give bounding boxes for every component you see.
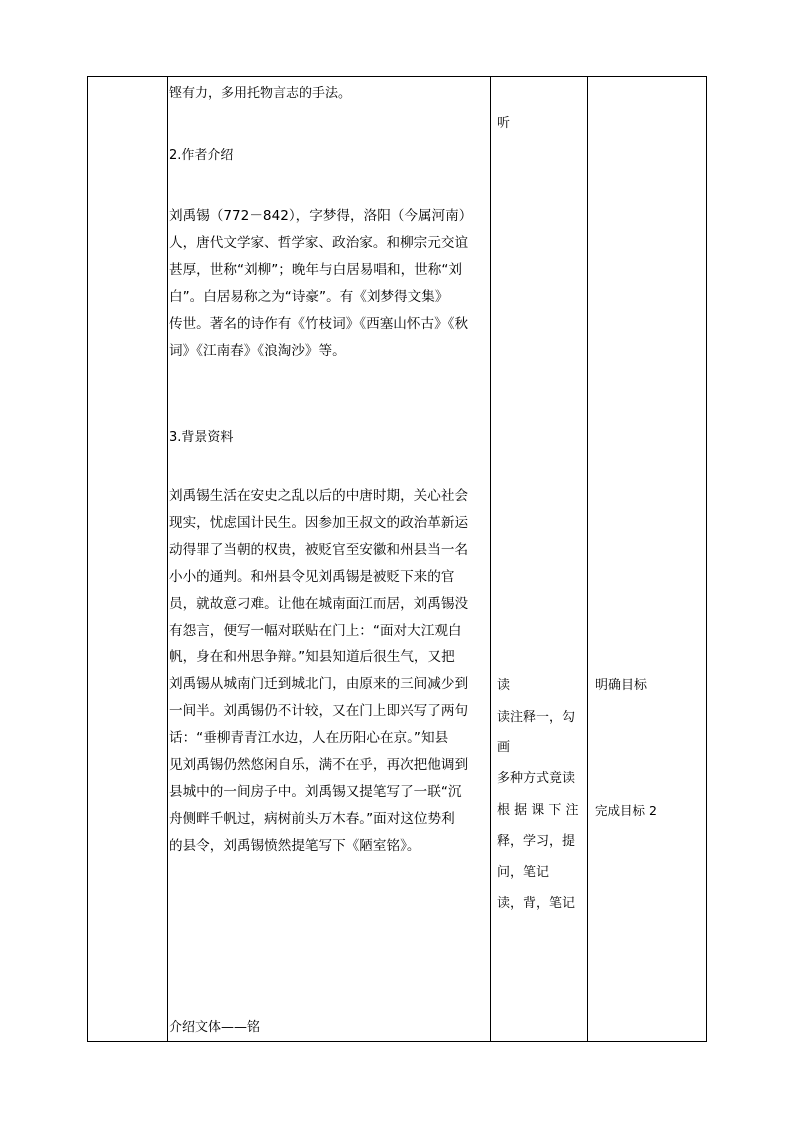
- author-line: 词》《江南春》《浪淘沙》等。: [169, 342, 346, 359]
- activity-item: 画: [497, 740, 511, 755]
- activity-item: 多种方式竟读: [497, 771, 576, 786]
- goal-clear: 明确目标: [595, 678, 648, 693]
- background-line: 小小的通判。和州县令见刘禹锡是被贬下来的官: [169, 568, 455, 585]
- column-divider: [167, 77, 168, 1041]
- column-divider: [587, 77, 588, 1041]
- content-line-top: 铿有力，多用托物言志的手法。: [169, 86, 352, 101]
- activity-item: 读，背，笔记: [497, 896, 576, 911]
- author-line: 白”。白居易称之为“诗豪”。有《刘梦得文集》: [169, 288, 449, 305]
- background-paragraph: [169, 483, 489, 860]
- background-line: 刘禹锡从城南门迁到城北门，由原来的三间减少到: [169, 676, 469, 693]
- lesson-plan-table: [87, 76, 707, 1042]
- background-line: 的县令，刘禹锡愤然提笔写下《陋室铭》。: [169, 837, 421, 854]
- background-line: 见刘禹锡仍然悠闲自乐，满不在乎，再次把他调到: [169, 757, 469, 774]
- background-line: 帆，身在和州思争辩。”知县知道后很生气，又把: [169, 649, 455, 666]
- goal-complete: 完成目标 2: [595, 803, 657, 818]
- background-line: 动得罪了当朝的权贵，被贬官至安徽和州县当一名: [169, 541, 469, 558]
- background-line: 舟侧畔千帆过，病树前头万木春。”面对这位势利: [169, 810, 455, 827]
- activity-item: 读: [497, 678, 511, 693]
- activity-item: 释，学习，提: [497, 834, 576, 849]
- author-paragraph: [169, 203, 489, 364]
- background-line: 有怨言，便写一幅对联贴在门上：“面对大江观白: [169, 622, 462, 639]
- column-divider: [490, 77, 491, 1041]
- background-line: 刘禹锡生活在安史之乱以后的中唐时期，关心社会: [169, 488, 469, 504]
- activity-listen: 听: [497, 116, 511, 131]
- background-line: 县城中的一间房子中。刘禹锡又提笔写了一联“沉: [169, 783, 462, 800]
- author-line: 甚厚，世称“刘柳”；晚年与白居易唱和，世称“刘: [169, 261, 463, 278]
- background-line: 一间半。刘禹锡仍不计较，又在门上即兴写了两句: [169, 703, 469, 720]
- background-line: 员，就故意刁难。让他在城南面江而居，刘禹锡没: [169, 595, 469, 612]
- author-line: 刘禹锡（772－842），字梦得，洛阳（今属河南）: [169, 208, 473, 224]
- heading-genre: 介绍文体——铭: [169, 1020, 261, 1035]
- background-line: 话：“垂柳青青江水边，人在历阳心在京。”知县: [169, 730, 449, 747]
- heading-author: 2.作者介绍: [169, 148, 234, 163]
- activity-item: 根 据 课 下 注: [497, 803, 579, 818]
- activity-item: 问，笔记: [497, 865, 550, 880]
- background-line: 现实，忧虑国计民生。因参加王叔文的政治革新运: [169, 514, 469, 531]
- author-line: 人，唐代文学家、哲学家、政治家。和柳宗元交谊: [169, 234, 469, 251]
- author-line: 传世。著名的诗作有《竹枝词》《西塞山怀古》《秋: [169, 315, 469, 332]
- activity-item: 读注释一，勾: [497, 710, 576, 725]
- heading-background: 3.背景资料: [169, 430, 234, 445]
